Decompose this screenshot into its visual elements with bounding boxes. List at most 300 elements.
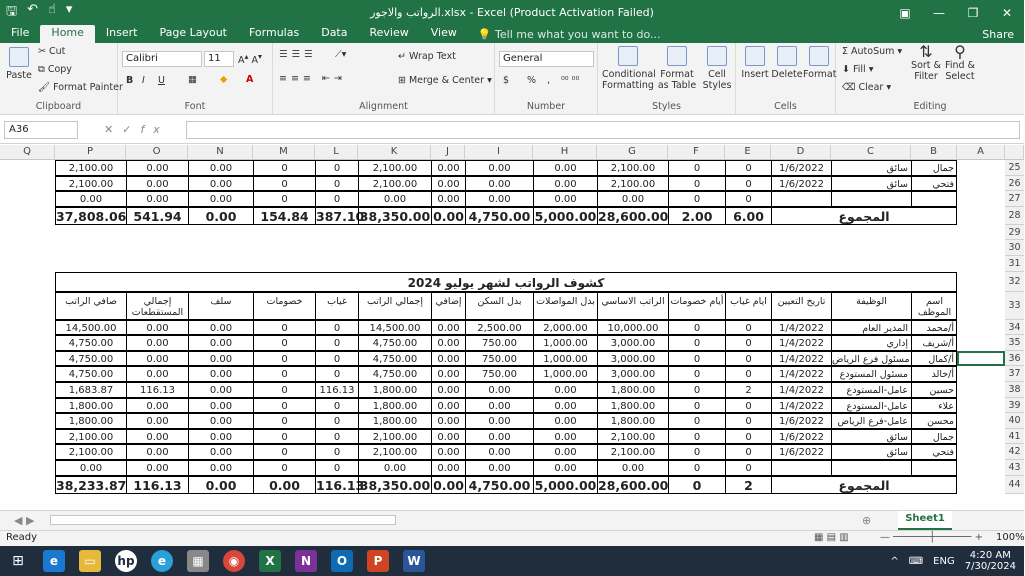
table-cell[interactable]: 0 — [253, 351, 315, 367]
wrap-text-button[interactable]: ↵ Wrap Text — [398, 51, 456, 62]
autosum-button[interactable]: Σ AutoSum ▾ — [842, 46, 903, 57]
table-cell[interactable]: 1/6/2022 — [771, 160, 831, 176]
table-cell[interactable] — [771, 191, 831, 207]
table-cell[interactable]: 0 — [315, 413, 358, 429]
total-cell[interactable]: 38,233.87 — [56, 477, 127, 493]
table-cell[interactable]: 0 — [668, 351, 725, 367]
table-cell[interactable] — [911, 460, 957, 476]
view-mode-icons[interactable]: ▦ ▤ ▥ — [814, 532, 849, 543]
sheet-nav-icons[interactable]: ◀ ▶ — [14, 514, 35, 527]
insert-cells-button[interactable]: Insert — [740, 46, 770, 80]
percent-button[interactable]: % — [527, 75, 537, 86]
tab-page-layout[interactable]: Page Layout — [159, 26, 227, 39]
table-cell[interactable]: فتحي — [911, 444, 957, 460]
table-cell[interactable]: 0.00 — [431, 413, 465, 429]
table-cell[interactable]: 0.00 — [126, 335, 188, 351]
number-format-select[interactable]: General — [499, 51, 594, 67]
table-cell[interactable]: 0 — [725, 351, 771, 367]
table-cell[interactable]: عامل-المستودع — [831, 398, 911, 414]
total-label[interactable]: المجموع — [771, 207, 957, 225]
table-cell[interactable]: 2,100.00 — [597, 176, 668, 192]
table-cell[interactable]: 0.00 — [431, 398, 465, 414]
table-cell[interactable]: 0.00 — [533, 413, 597, 429]
table-cell[interactable]: 0 — [315, 398, 358, 414]
table-cell[interactable]: 0.00 — [465, 176, 533, 192]
total-cell[interactable]: 4,750.00 — [465, 207, 533, 225]
column-header[interactable]: E — [725, 145, 771, 160]
table-cell[interactable]: 0.00 — [188, 160, 253, 176]
table-cell[interactable]: 2,100.00 — [597, 444, 668, 460]
table-header-cell[interactable]: أيام خصومات — [668, 292, 725, 320]
table-cell[interactable]: 10,000.00 — [597, 320, 668, 336]
table-cell[interactable]: 0.00 — [126, 191, 188, 207]
table-header-cell[interactable]: تاريخ التعيين — [771, 292, 831, 320]
file-explorer-icon[interactable]: ▭ — [72, 546, 108, 576]
tab-insert[interactable]: Insert — [105, 26, 138, 39]
clear-button[interactable]: ⌫ Clear ▾ — [842, 82, 892, 93]
table-cell[interactable]: 0 — [668, 413, 725, 429]
table-cell[interactable]: 2,100.00 — [358, 160, 431, 176]
table-header-cell[interactable]: غياب — [315, 292, 358, 320]
table-cell[interactable]: 2,100.00 — [597, 160, 668, 176]
table-cell[interactable]: 0 — [668, 398, 725, 414]
column-header[interactable]: H — [533, 145, 597, 160]
column-header[interactable]: D — [771, 145, 831, 160]
table-cell[interactable]: 0.00 — [126, 320, 188, 336]
table-header-cell[interactable]: خصومات — [253, 292, 315, 320]
total-cell[interactable]: 541.94 — [126, 207, 188, 225]
conditional-formatting-button[interactable]: Conditional Formatting — [602, 46, 654, 91]
table-cell[interactable]: 0 — [315, 366, 358, 382]
table-cell[interactable]: 0.00 — [431, 351, 465, 367]
table-cell[interactable]: 2,100.00 — [358, 176, 431, 192]
total-cell[interactable]: 154.84 — [253, 207, 315, 225]
table-cell[interactable]: 0.00 — [126, 460, 188, 476]
table-cell[interactable]: 0.00 — [188, 351, 253, 367]
table-cell[interactable]: 0 — [668, 320, 725, 336]
tab-view[interactable]: View — [430, 26, 457, 39]
column-header[interactable]: J — [431, 145, 465, 160]
table-cell[interactable]: 1,000.00 — [533, 335, 597, 351]
column-header[interactable]: B — [911, 145, 957, 160]
fill-button[interactable]: ⬇ Fill ▾ — [842, 64, 874, 75]
table-header-cell[interactable]: بدل المواصلات — [533, 292, 597, 320]
table-cell[interactable]: 0.00 — [431, 160, 465, 176]
table-cell[interactable]: 0.00 — [465, 460, 533, 476]
table-cell[interactable]: 0.00 — [188, 320, 253, 336]
language-indicator[interactable]: ENG — [933, 555, 955, 567]
table-cell[interactable]: 4,750.00 — [55, 351, 126, 367]
orientation-icon[interactable]: ⟋▾ — [335, 49, 347, 60]
new-sheet-icon[interactable]: ⊕ — [862, 514, 872, 527]
column-header[interactable]: P — [55, 145, 126, 160]
active-cell[interactable] — [957, 351, 1005, 367]
table-cell[interactable]: 0.00 — [126, 366, 188, 382]
table-cell[interactable]: إداري — [831, 335, 911, 351]
table-cell[interactable]: 0.00 — [55, 460, 126, 476]
total-cell[interactable]: 6.00 — [725, 207, 771, 225]
table-cell[interactable]: 0.00 — [126, 160, 188, 176]
total-cell[interactable]: 37,808.06 — [56, 208, 127, 224]
sort-filter-button[interactable]: ⇅ Sort & Filter — [911, 42, 941, 82]
table-cell[interactable]: حسين — [911, 382, 957, 398]
table-cell[interactable]: 0 — [253, 444, 315, 460]
table-cell[interactable]: 2,100.00 — [358, 429, 431, 445]
table-cell[interactable]: 14,500.00 — [55, 320, 126, 336]
table-cell[interactable]: المدير العام — [831, 320, 911, 336]
row-header[interactable]: 26 — [1005, 176, 1024, 192]
table-cell[interactable]: 0.00 — [126, 413, 188, 429]
table-cell[interactable]: 0.00 — [533, 460, 597, 476]
table-cell[interactable]: 0 — [725, 176, 771, 192]
table-cell[interactable]: 750.00 — [465, 351, 533, 367]
table-cell[interactable]: 1,800.00 — [358, 413, 431, 429]
row-header[interactable]: 35 — [1005, 335, 1024, 351]
table-cell[interactable]: فتحي — [911, 176, 957, 192]
column-header[interactable]: Q — [0, 145, 55, 160]
row-header[interactable]: 34 — [1005, 320, 1024, 336]
table-cell[interactable]: 1/4/2022 — [771, 335, 831, 351]
table-cell[interactable]: 1/4/2022 — [771, 398, 831, 414]
row-header[interactable]: 44 — [1005, 476, 1024, 494]
ie-icon[interactable]: e — [36, 546, 72, 576]
table-cell[interactable]: 1/4/2022 — [771, 351, 831, 367]
table-cell[interactable]: أ/شريف — [911, 335, 957, 351]
table-cell[interactable]: 1/6/2022 — [771, 176, 831, 192]
table-cell[interactable]: 0.00 — [431, 366, 465, 382]
table-cell[interactable]: 0.00 — [431, 382, 465, 398]
table-cell[interactable]: 1,800.00 — [597, 382, 668, 398]
total-cell[interactable]: 0.00 — [431, 476, 465, 494]
table-cell[interactable]: 0 — [668, 382, 725, 398]
table-cell[interactable]: 0.00 — [188, 460, 253, 476]
table-cell[interactable]: 0.00 — [126, 429, 188, 445]
table-cell[interactable]: 0 — [668, 160, 725, 176]
decimal-icons[interactable]: ⁰⁰ ⁰⁰ — [561, 75, 580, 86]
total-cell[interactable]: 5,000.00 — [534, 477, 597, 493]
edge-icon[interactable]: e — [144, 546, 180, 576]
table-cell[interactable]: 0 — [253, 460, 315, 476]
table-cell[interactable]: 0 — [253, 335, 315, 351]
save-icon[interactable]: 🖫 — [6, 3, 18, 19]
table-cell[interactable]: 0 — [668, 176, 725, 192]
italic-button[interactable]: I — [142, 75, 145, 86]
column-header[interactable]: A — [957, 145, 1005, 160]
total-cell[interactable]: 0.00 — [188, 476, 253, 494]
vertical-align-icons[interactable]: ☰☰☰ — [279, 49, 317, 60]
table-cell[interactable]: محسن — [911, 413, 957, 429]
total-cell[interactable]: 0.00 — [431, 207, 465, 225]
table-cell[interactable] — [911, 191, 957, 207]
table-cell[interactable]: 4,750.00 — [358, 335, 431, 351]
column-header[interactable]: L — [315, 145, 358, 160]
total-cell[interactable]: 38,350.00 — [359, 477, 431, 493]
total-cell[interactable]: 4,750.00 — [465, 476, 533, 494]
table-cell[interactable]: 0.00 — [358, 460, 431, 476]
table-cell[interactable]: 1,800.00 — [55, 413, 126, 429]
table-cell[interactable]: 750.00 — [465, 366, 533, 382]
table-header-cell[interactable]: إضافي — [431, 292, 465, 320]
table-cell[interactable]: 1,000.00 — [533, 351, 597, 367]
tab-review[interactable]: Review — [369, 26, 409, 39]
table-cell[interactable]: 1,800.00 — [597, 413, 668, 429]
total-label[interactable]: المجموع — [771, 476, 957, 494]
row-header[interactable]: 30 — [1005, 240, 1024, 256]
sheet-tab-sheet1[interactable]: Sheet1 — [898, 511, 952, 530]
select-all-corner[interactable] — [1005, 145, 1024, 160]
table-cell[interactable]: 0 — [315, 335, 358, 351]
tab-formulas[interactable]: Formulas — [249, 26, 300, 39]
table-cell[interactable]: 116.13 — [315, 382, 358, 398]
table-cell[interactable]: 0 — [725, 429, 771, 445]
word-icon[interactable]: W — [396, 546, 432, 576]
table-cell[interactable]: 1/4/2022 — [771, 366, 831, 382]
row-header[interactable]: 27 — [1005, 191, 1024, 207]
column-header[interactable]: G — [597, 145, 668, 160]
table-cell[interactable]: 4,750.00 — [358, 351, 431, 367]
table-cell[interactable]: 0.00 — [431, 191, 465, 207]
table-cell[interactable]: 0.00 — [465, 191, 533, 207]
table-cell[interactable]: 0 — [668, 429, 725, 445]
table-cell[interactable]: 2,000.00 — [533, 320, 597, 336]
table-cell[interactable]: 0.00 — [465, 382, 533, 398]
horizontal-scrollbar[interactable] — [50, 515, 396, 525]
undo-icon[interactable]: ↶ — [27, 1, 38, 17]
total-cell[interactable]: 0.00 — [188, 207, 253, 225]
table-cell[interactable]: 1,683.87 — [55, 382, 126, 398]
table-cell[interactable]: 0 — [253, 413, 315, 429]
table-cell[interactable]: 0 — [668, 366, 725, 382]
table-cell[interactable]: 0 — [725, 366, 771, 382]
table-cell[interactable]: 0.00 — [358, 191, 431, 207]
tray-chevron-icon[interactable]: ^ — [890, 555, 899, 567]
table-cell[interactable]: 0.00 — [533, 429, 597, 445]
table-cell[interactable]: جمال — [911, 160, 957, 176]
table-cell[interactable]: 3,000.00 — [597, 351, 668, 367]
total-cell[interactable]: 2 — [725, 476, 771, 494]
touch-mode-icon[interactable]: ☝ — [47, 1, 56, 17]
table-cell[interactable]: 1,000.00 — [533, 366, 597, 382]
table-cell[interactable]: 0 — [253, 176, 315, 192]
table-cell[interactable]: 0 — [315, 160, 358, 176]
table-cell[interactable]: 750.00 — [465, 335, 533, 351]
share-button[interactable]: Share — [982, 28, 1014, 41]
table-cell[interactable]: علاء — [911, 398, 957, 414]
tab-home[interactable]: Home — [40, 25, 94, 43]
row-header[interactable]: 32 — [1005, 272, 1024, 292]
table-cell[interactable]: 0.00 — [188, 413, 253, 429]
table-cell[interactable]: مسئول المستودع — [831, 366, 911, 382]
table-cell[interactable]: 0 — [725, 398, 771, 414]
total-cell[interactable]: 28,600.00 — [598, 208, 669, 224]
table-cell[interactable]: 3,000.00 — [597, 366, 668, 382]
table-cell[interactable] — [831, 460, 911, 476]
customize-qat-icon[interactable]: ▾ — [65, 1, 73, 17]
underline-button[interactable]: U — [158, 75, 165, 86]
table-cell[interactable]: 0 — [315, 444, 358, 460]
table-cell[interactable]: 0.00 — [533, 191, 597, 207]
table-cell[interactable]: 0 — [725, 413, 771, 429]
table-cell[interactable]: 0.00 — [431, 429, 465, 445]
calculator-icon[interactable]: ▦ — [180, 546, 216, 576]
table-cell[interactable]: 1/4/2022 — [771, 320, 831, 336]
table-cell[interactable]: 0 — [725, 160, 771, 176]
table-cell[interactable]: 0.00 — [533, 160, 597, 176]
table-cell[interactable]: عامل-فرع الرياض — [831, 413, 911, 429]
find-select-button[interactable]: ⚲ Find & Select — [945, 42, 975, 82]
table-cell[interactable]: 0 — [253, 382, 315, 398]
table-cell[interactable]: 0 — [253, 191, 315, 207]
table-cell[interactable]: 0.00 — [126, 176, 188, 192]
table-cell[interactable]: 0 — [315, 320, 358, 336]
table-header-cell[interactable]: اسم الموظف — [911, 292, 957, 320]
formula-input[interactable] — [186, 121, 1020, 139]
total-cell[interactable]: 116.13 — [316, 477, 365, 493]
row-header[interactable]: 43 — [1005, 460, 1024, 476]
table-cell[interactable]: 0 — [253, 398, 315, 414]
table-cell[interactable]: 1,800.00 — [597, 398, 668, 414]
formula-icons[interactable]: ✕✓fx — [104, 123, 169, 136]
table-header-cell[interactable]: صافي الراتب — [55, 292, 126, 320]
row-header[interactable]: 37 — [1005, 366, 1024, 382]
row-header[interactable]: 29 — [1005, 225, 1024, 241]
column-header[interactable]: C — [831, 145, 911, 160]
minimize-button[interactable]: — — [933, 5, 945, 20]
cell-styles-button[interactable]: Cell Styles — [700, 46, 734, 91]
table-cell[interactable]: 1/6/2022 — [771, 413, 831, 429]
table-cell[interactable]: 0 — [253, 429, 315, 445]
table-cell[interactable]: 0.00 — [533, 382, 597, 398]
table-cell[interactable]: 0 — [725, 444, 771, 460]
tell-me-box[interactable]: 💡 Tell me what you want to do... — [477, 28, 661, 41]
total-cell[interactable]: 5,000.00 — [534, 208, 597, 224]
row-header[interactable]: 36 — [1005, 351, 1024, 367]
column-header[interactable]: I — [465, 145, 533, 160]
table-cell[interactable]: 0.00 — [188, 444, 253, 460]
table-cell[interactable]: 0 — [668, 444, 725, 460]
comma-button[interactable]: , — [547, 75, 551, 86]
table-cell[interactable]: 0.00 — [188, 398, 253, 414]
table-cell[interactable]: 0.00 — [465, 413, 533, 429]
table-cell[interactable]: 2,100.00 — [55, 444, 126, 460]
row-header[interactable]: 41 — [1005, 429, 1024, 445]
tab-file[interactable]: File — [11, 26, 30, 39]
table-cell[interactable]: 4,750.00 — [55, 366, 126, 382]
zoom-level[interactable]: 100% — [996, 532, 1025, 543]
table-cell[interactable]: 0.00 — [188, 176, 253, 192]
table-cell[interactable]: 0.00 — [126, 398, 188, 414]
total-cell[interactable]: 0.00 — [253, 476, 315, 494]
font-size-select[interactable]: 11 — [204, 51, 234, 67]
table-cell[interactable]: 2,100.00 — [358, 444, 431, 460]
table-cell[interactable]: 0.00 — [431, 320, 465, 336]
table-cell[interactable]: 0.00 — [465, 398, 533, 414]
column-header[interactable]: K — [358, 145, 431, 160]
table-cell[interactable]: 116.13 — [126, 382, 188, 398]
table-cell[interactable]: 0.00 — [188, 366, 253, 382]
table-cell[interactable]: 0.00 — [533, 176, 597, 192]
column-header[interactable]: N — [188, 145, 253, 160]
table-cell[interactable]: 4,750.00 — [358, 366, 431, 382]
table-cell[interactable]: 0.00 — [55, 191, 126, 207]
table-header-cell[interactable]: الراتب الاساسي — [597, 292, 668, 320]
table-cell[interactable]: 2,100.00 — [55, 429, 126, 445]
table-cell[interactable]: 2,100.00 — [597, 429, 668, 445]
currency-button[interactable]: $ — [503, 75, 510, 86]
table-cell[interactable]: أ/محمد — [911, 320, 957, 336]
column-header[interactable]: M — [253, 145, 315, 160]
row-header[interactable]: 42 — [1005, 444, 1024, 460]
table-cell[interactable]: 0 — [668, 191, 725, 207]
table-cell[interactable]: سائق — [831, 429, 911, 445]
bold-button[interactable]: B — [126, 75, 134, 86]
spreadsheet-grid[interactable] — [0, 145, 1024, 503]
total-cell[interactable]: 0 — [668, 476, 725, 494]
table-cell[interactable]: 0.00 — [188, 382, 253, 398]
table-cell[interactable]: 0.00 — [431, 335, 465, 351]
table-cell[interactable]: 0 — [315, 460, 358, 476]
ribbon-display-icon[interactable]: ▣ — [899, 5, 911, 20]
table-cell[interactable]: 2,100.00 — [55, 176, 126, 192]
table-cell[interactable]: 2,100.00 — [55, 160, 126, 176]
table-cell[interactable]: جمال — [911, 429, 957, 445]
table-cell[interactable]: 0.00 — [465, 429, 533, 445]
fill-color-icon[interactable]: ◆ — [220, 74, 228, 85]
table-cell[interactable]: 0.00 — [188, 429, 253, 445]
row-header[interactable]: 31 — [1005, 256, 1024, 272]
merge-center-button[interactable]: ⊞ Merge & Center ▾ — [398, 75, 492, 86]
table-header-cell[interactable]: سلف — [188, 292, 253, 320]
keyboard-icon[interactable]: ⌨ — [908, 555, 924, 567]
table-cell[interactable]: 0.00 — [597, 191, 668, 207]
row-header[interactable]: 33 — [1005, 292, 1024, 320]
table-cell[interactable]: 0 — [315, 351, 358, 367]
table-cell[interactable]: 2,500.00 — [465, 320, 533, 336]
table-cell[interactable]: 0.00 — [188, 335, 253, 351]
table-cell[interactable]: 1,800.00 — [358, 398, 431, 414]
table-cell[interactable]: 1/6/2022 — [771, 429, 831, 445]
table-header-cell[interactable]: ايام غياب — [725, 292, 771, 320]
table-cell[interactable]: سائق — [831, 176, 911, 192]
total-cell[interactable]: 38,350.00 — [359, 208, 431, 224]
format-painter-button[interactable]: 🖌 Format Painter — [38, 82, 123, 93]
table-cell[interactable]: 0 — [253, 366, 315, 382]
table-cell[interactable]: 1,800.00 — [55, 398, 126, 414]
borders-icon[interactable]: ▦ — [188, 74, 197, 85]
table-header-cell[interactable]: إجمالي المستقطعات — [126, 292, 188, 320]
tab-data[interactable]: Data — [321, 26, 348, 39]
outlook-icon[interactable]: O — [324, 546, 360, 576]
grow-font-icon[interactable]: A▴ A▾ — [238, 52, 262, 67]
table-cell[interactable]: 0 — [668, 335, 725, 351]
hp-icon[interactable]: hp — [108, 546, 144, 576]
font-color-icon[interactable]: A — [246, 74, 254, 85]
table-cell[interactable]: 0.00 — [431, 176, 465, 192]
table-cell[interactable]: 0 — [668, 460, 725, 476]
total-cell[interactable]: 387.10 — [316, 208, 365, 224]
table-cell[interactable]: أ/كمال — [911, 351, 957, 367]
chrome-icon[interactable]: ◉ — [216, 546, 252, 576]
format-cells-button[interactable]: Format — [803, 46, 835, 80]
name-box[interactable]: A36 — [4, 121, 78, 139]
clock[interactable]: 4:20 AM 7/30/2024 — [964, 550, 1016, 572]
table-cell[interactable]: سائق — [831, 160, 911, 176]
restore-button[interactable]: ❐ — [967, 5, 979, 20]
table-cell[interactable]: 0 — [253, 160, 315, 176]
table-cell[interactable]: 1,800.00 — [358, 382, 431, 398]
table-cell[interactable]: عامل-المستودع — [831, 382, 911, 398]
table-cell[interactable]: 0.00 — [126, 444, 188, 460]
